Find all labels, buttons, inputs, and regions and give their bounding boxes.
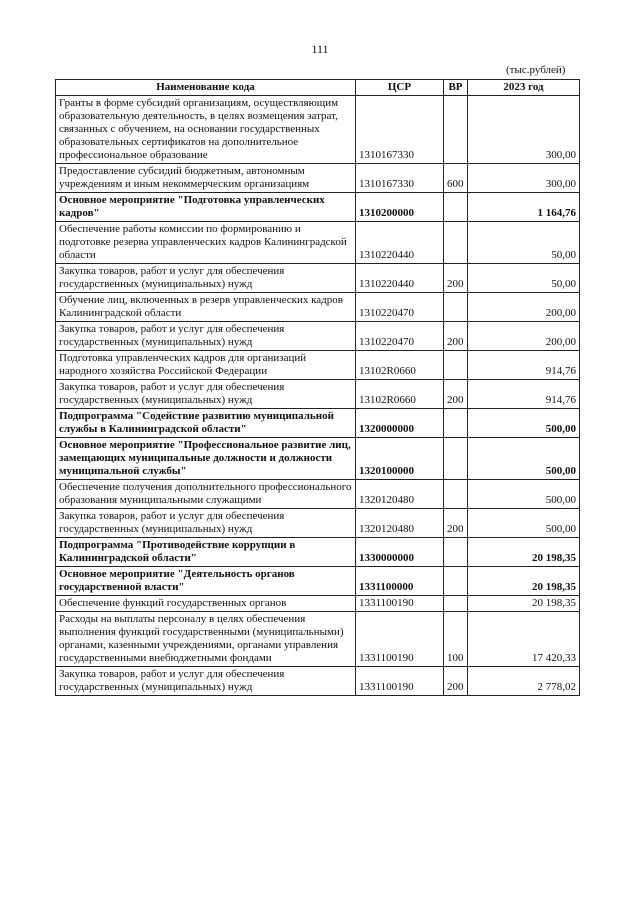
row-csr: 1331100000	[356, 567, 444, 596]
table-row	[56, 480, 580, 509]
row-vr	[444, 96, 468, 164]
row-amount: 500,00	[468, 480, 580, 509]
row-name: Расходы на выплаты персоналу в целях обеспечения выполнения функций государственными (муниципальными) органами, казенными учреждениями, органами управления государственными внебюджетными фондами	[56, 612, 356, 667]
row-csr: 1331100190	[356, 667, 444, 696]
row-amount: 500,00	[468, 509, 580, 538]
row-vr	[444, 596, 468, 612]
table-header-row	[56, 80, 580, 96]
row-amount: 50,00	[468, 222, 580, 264]
header-year: 2023 год	[468, 80, 580, 96]
table-row	[56, 509, 580, 538]
row-name: Обеспечение функций государственных органов	[56, 596, 356, 612]
table-row	[56, 596, 580, 612]
row-name: Обучение лиц, включенных в резерв управленческих кадров Калининградской области	[56, 293, 356, 322]
row-vr	[444, 409, 468, 438]
row-vr	[444, 351, 468, 380]
row-vr	[444, 438, 468, 480]
row-csr: 1310220440	[356, 222, 444, 264]
row-csr: 1320100000	[356, 438, 444, 480]
row-vr	[444, 193, 468, 222]
row-name: Предоставление субсидий бюджетным, автономным учреждениям и иным некоммерческим организациям	[56, 164, 356, 193]
row-vr: 200	[444, 380, 468, 409]
row-vr	[444, 293, 468, 322]
row-amount: 1 164,76	[468, 193, 580, 222]
table-body	[56, 96, 580, 696]
units-label: (тыс.рублей)	[506, 64, 566, 76]
row-name: Основное мероприятие "Профессиональное развитие лиц, замещающих муниципальные должности и должности муниципальной службы"	[56, 438, 356, 480]
row-name: Закупка товаров, работ и услуг для обеспечения государственных (муниципальных) нужд	[56, 509, 356, 538]
row-amount: 20 198,35	[468, 538, 580, 567]
table-row	[56, 164, 580, 193]
row-amount: 17 420,33	[468, 612, 580, 667]
row-amount: 914,76	[468, 380, 580, 409]
row-vr: 600	[444, 164, 468, 193]
table-row	[56, 222, 580, 264]
page-number: 111	[311, 42, 329, 56]
table-row	[56, 293, 580, 322]
table-row	[56, 264, 580, 293]
row-amount: 2 778,02	[468, 667, 580, 696]
row-amount: 50,00	[468, 264, 580, 293]
row-vr: 200	[444, 264, 468, 293]
row-amount: 914,76	[468, 351, 580, 380]
row-vr: 200	[444, 322, 468, 351]
row-csr: 1310220440	[356, 264, 444, 293]
row-name: Гранты в форме субсидий организациям, осуществляющим образовательную деятельность, в целях возмещения затрат, связанных с обучением, на основании государственных образовательных сертификатов на дополнительное профессиональное образование	[56, 96, 356, 164]
row-name: Подготовка управленческих кадров для организаций народного хозяйства Российской Федерации	[56, 351, 356, 380]
row-csr: 1331100190	[356, 596, 444, 612]
row-name: Закупка товаров, работ и услуг для обеспечения государственных (муниципальных) нужд	[56, 380, 356, 409]
row-csr: 1320120480	[356, 480, 444, 509]
row-csr: 1310220470	[356, 293, 444, 322]
row-name: Закупка товаров, работ и услуг для обеспечения государственных (муниципальных) нужд	[56, 667, 356, 696]
row-vr	[444, 538, 468, 567]
row-vr: 100	[444, 612, 468, 667]
row-csr: 13102R0660	[356, 380, 444, 409]
table-row	[56, 351, 580, 380]
row-name: Обеспечение работы комиссии по формированию и подготовке резерва управленческих кадров Калининградской области	[56, 222, 356, 264]
row-vr	[444, 222, 468, 264]
row-csr: 1320120480	[356, 509, 444, 538]
table-row	[56, 612, 580, 667]
row-amount: 500,00	[468, 409, 580, 438]
row-name: Подпрограмма "Содействие развитию муниципальной службы в Калининградской области"	[56, 409, 356, 438]
budget-table	[55, 79, 580, 696]
row-csr: 1310220470	[356, 322, 444, 351]
table-row	[56, 380, 580, 409]
row-amount: 500,00	[468, 438, 580, 480]
row-name: Основное мероприятие "Подготовка управленческих кадров"	[56, 193, 356, 222]
table-row	[56, 667, 580, 696]
table-row	[56, 538, 580, 567]
row-name: Закупка товаров, работ и услуг для обеспечения государственных (муниципальных) нужд	[56, 322, 356, 351]
row-amount: 200,00	[468, 322, 580, 351]
row-csr: 1310167330	[356, 96, 444, 164]
row-name: Основное мероприятие "Деятельность органов государственной власти"	[56, 567, 356, 596]
row-csr: 13102R0660	[356, 351, 444, 380]
header-csr: ЦСР	[356, 80, 444, 96]
table-row	[56, 193, 580, 222]
row-amount: 300,00	[468, 96, 580, 164]
table-row	[56, 567, 580, 596]
row-name: Обеспечение получения дополнительного профессионального образования муниципальными служащими	[56, 480, 356, 509]
row-csr: 1331100190	[356, 612, 444, 667]
table-row	[56, 96, 580, 164]
row-csr: 1320000000	[356, 409, 444, 438]
table-row	[56, 409, 580, 438]
table-row	[56, 322, 580, 351]
row-name: Закупка товаров, работ и услуг для обеспечения государственных (муниципальных) нужд	[56, 264, 356, 293]
row-amount: 20 198,35	[468, 596, 580, 612]
row-amount: 200,00	[468, 293, 580, 322]
row-name: Подпрограмма "Противодействие коррупции в Калининградской области"	[56, 538, 356, 567]
row-vr: 200	[444, 509, 468, 538]
row-vr	[444, 567, 468, 596]
row-vr	[444, 480, 468, 509]
row-amount: 300,00	[468, 164, 580, 193]
header-vr: ВР	[444, 80, 468, 96]
table-row	[56, 438, 580, 480]
row-vr: 200	[444, 667, 468, 696]
row-csr: 1330000000	[356, 538, 444, 567]
header-name: Наименование кода	[56, 80, 356, 96]
row-amount: 20 198,35	[468, 567, 580, 596]
row-csr: 1310167330	[356, 164, 444, 193]
row-csr: 1310200000	[356, 193, 444, 222]
